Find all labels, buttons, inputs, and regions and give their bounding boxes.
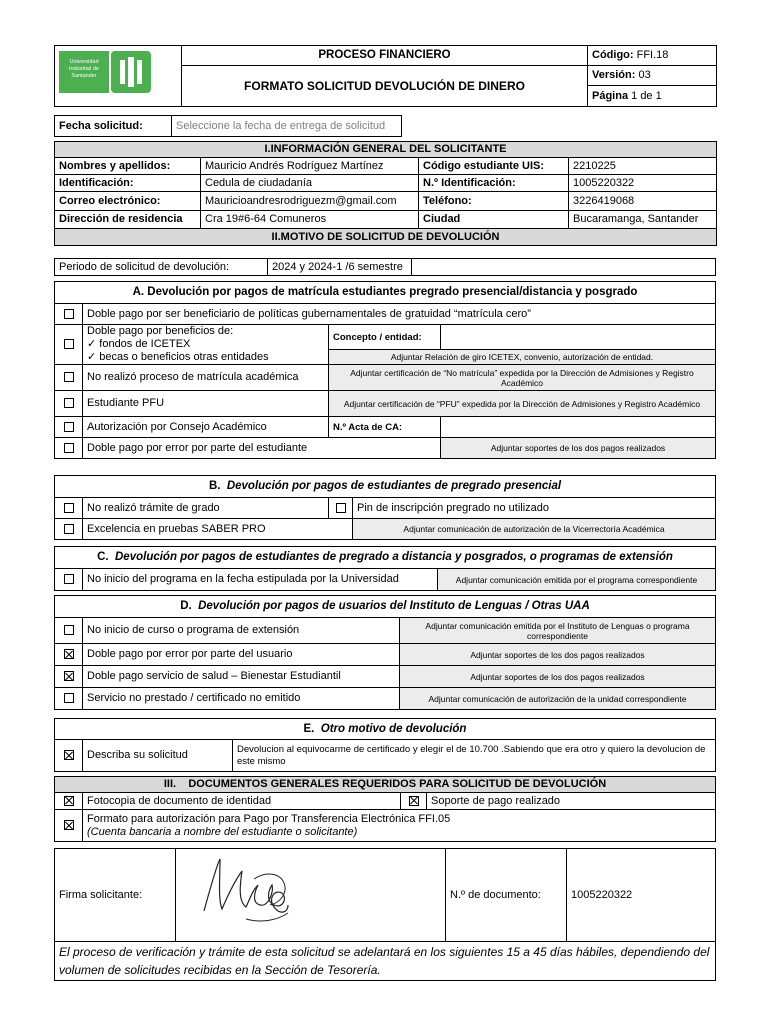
concept-label: Concepto / entidad: — [329, 325, 441, 350]
item-a2-line2: ✓ fondos de ICETEX — [87, 338, 191, 350]
section-e-letter: E. — [303, 722, 315, 735]
checkbox-a5[interactable] — [64, 422, 74, 432]
item-d4-label: Servicio no prestado / certificado no emitido — [83, 688, 400, 710]
item-a4-note: Adjuntar certificación de “PFU” expedida por la Dirección de Admisiones y Registro Académico — [329, 391, 716, 417]
item-iii3-line2: (Cuenta bancaria a nombre del estudiante o solicitante) — [87, 825, 358, 838]
checkbox-d2[interactable] — [64, 649, 74, 659]
section-1-title: I.INFORMACIÓN GENERAL DEL SOLICITANTE — [55, 142, 717, 158]
section-a-table — [54, 281, 716, 459]
doc-number-value[interactable]: 1005220322 — [567, 849, 716, 942]
checkbox-e1[interactable] — [64, 750, 74, 760]
version-label: Versión: — [592, 69, 636, 81]
names-label: Nombres y apellidos: — [55, 158, 201, 175]
item-a3-label: No realizó proceso de matrícula académica — [83, 365, 329, 391]
section-e-title-text: Otro motivo de devolución — [320, 722, 467, 735]
logo-text: Universidad Industrial de Santander — [59, 51, 109, 93]
city-value[interactable]: Bucaramanga, Santander — [569, 211, 717, 229]
section-a-title: A. Devolución por pagos de matrícula estudiantes pregrado presencial/distancia y posgrado — [55, 282, 716, 304]
section-3-table — [54, 776, 716, 842]
checkbox-a2[interactable] — [64, 339, 74, 349]
item-a2-note: Adjuntar Relación de giro ICETEX, convenio, autorización de entidad. — [329, 350, 716, 365]
item-iii3-label — [83, 810, 716, 842]
item-b3-label: Excelencia en pruebas SABER PRO — [83, 519, 353, 540]
logo-mark-icon — [111, 51, 151, 93]
checkbox-iii1[interactable] — [64, 796, 74, 806]
email-value[interactable]: Mauricioandresrodriguezm@gmail.com — [201, 192, 419, 211]
item-iii3-line1: Formato para autorización para Pago por Transferencia Electrónica FFI.05 — [87, 812, 451, 825]
id-number-label: N.º Identificación: — [419, 175, 569, 192]
logo-cell — [55, 46, 182, 107]
id-number-value[interactable]: 1005220322 — [569, 175, 717, 192]
item-a6-note: Adjuntar soportes de los dos pagos realizados — [441, 438, 716, 459]
header-table — [54, 45, 717, 107]
city-label: Ciudad — [419, 211, 569, 229]
address-value[interactable]: Cra 19#6-64 Comuneros — [201, 211, 419, 229]
page-label: Página — [592, 89, 629, 102]
item-c1-note: Adjuntar comunicación emitida por el programa correspondiente — [438, 569, 716, 591]
request-date-label: Fecha solicitud: — [55, 116, 172, 137]
phone-label: Teléfono: — [419, 192, 569, 211]
code-cell — [588, 46, 717, 66]
item-b1-label: No realizó trámite de grado — [83, 498, 329, 519]
signature-field[interactable] — [176, 849, 446, 942]
item-iii2-label: Soporte de pago realizado — [427, 793, 716, 810]
item-a2-label — [83, 325, 329, 365]
email-label: Correo electrónico: — [55, 192, 201, 211]
section-b-table — [54, 475, 716, 540]
item-d3-label: Doble pago servicio de salud – Bienestar Estudiantil — [83, 666, 400, 688]
item-a2-line1: Doble pago por beneficios de: — [87, 325, 234, 337]
checkbox-b3[interactable] — [64, 524, 74, 534]
request-date-field[interactable]: Seleccione la fecha de entrega de solicitud — [172, 116, 402, 137]
concept-field[interactable] — [441, 325, 716, 350]
section-e-title — [55, 719, 716, 740]
section-d-table — [54, 595, 716, 710]
item-d3-note: Adjuntar soportes de los dos pagos realizados — [400, 666, 716, 688]
address-label: Dirección de residencia — [55, 211, 201, 229]
item-d1-note: Adjuntar comunicación emitida por el Instituto de Lenguas o programa correspondiente — [400, 618, 716, 644]
section-c-table — [54, 546, 716, 591]
section-b-letter: B. — [208, 480, 221, 492]
period-value[interactable]: 2024 y 2024-1 /6 semestre — [268, 259, 412, 276]
code-value: FFI.18 — [636, 49, 669, 61]
request-date-table — [54, 115, 716, 137]
item-d4-note: Adjuntar comunicación de autorización de la unidad correspondiente — [400, 688, 716, 710]
item-a4-label: Estudiante PFU — [83, 391, 329, 417]
item-e1-value[interactable]: Devolucion al equivocarme de certificado y elegir el de 10.700 .Sabiendo que era otro y quiero la devolucion de este mismo — [233, 740, 716, 772]
student-code-label: Código estudiante UIS: — [419, 158, 569, 175]
names-value[interactable]: Mauricio Andrés Rodríguez Martínez — [201, 158, 419, 175]
checkbox-b2[interactable] — [336, 503, 346, 513]
item-e1-label: Describa su solicitud — [83, 740, 233, 772]
section-b-title — [55, 476, 716, 498]
item-a2-line3: ✓ becas o beneficios otras entidades — [87, 351, 269, 363]
checkbox-c1[interactable] — [64, 574, 74, 584]
process-title: PROCESO FINANCIERO — [182, 46, 588, 66]
checkbox-iii3[interactable] — [64, 820, 74, 830]
item-a3-note: Adjuntar certificación de “No matrícula” expedida por la Dirección de Admisiones y Registro Académico — [329, 365, 716, 391]
section-c-letter: C. — [97, 551, 109, 563]
item-b2-label: Pin de inscripción pregrado no utilizado — [353, 498, 716, 519]
checkbox-iii2[interactable] — [409, 796, 419, 806]
version-value: 03 — [638, 69, 651, 81]
section-b-title-text: Devolución por pagos de estudiantes de pregrado presencial — [226, 480, 562, 492]
footer-note: El proceso de verificación y trámite de esta solicitud se adelantará en los siguientes 15 a 45 días hábiles, dependiendo del volumen de solicitudes recibidas en la Sección de Tesorería. — [55, 942, 716, 981]
student-code-value[interactable]: 2210225 — [569, 158, 717, 175]
item-b3-note: Adjuntar comunicación de autorización de la Vicerrectoría Académica — [353, 519, 716, 540]
id-label: Identificación: — [55, 175, 201, 192]
phone-value[interactable]: 3226419068 — [569, 192, 717, 211]
item-iii1-label: Fotocopia de documento de identidad — [83, 793, 401, 810]
section-3-num: III. — [163, 778, 177, 790]
period-label: Periodo de solicitud de devolución: — [55, 259, 268, 276]
id-value[interactable]: Cedula de ciudadanía — [201, 175, 419, 192]
section-1-table — [54, 141, 717, 246]
signature-label: Firma solicitante: — [55, 849, 176, 942]
page-value: 1 de 1 — [631, 89, 662, 102]
section-3-title-text: DOCUMENTOS GENERALES REQUERIDOS PARA SOLICITUD DE DEVOLUCIÓN — [188, 778, 607, 790]
uis-logo — [55, 47, 181, 106]
doc-number-label: N.º de documento: — [446, 849, 567, 942]
item-d2-note: Adjuntar soportes de los dos pagos realizados — [400, 644, 716, 666]
section-e-table — [54, 718, 716, 772]
signature-image — [176, 849, 446, 937]
acta-label: N.º Acta de CA: — [329, 417, 441, 438]
checkbox-a1[interactable] — [64, 309, 74, 319]
item-a1-label: Doble pago por ser beneficiario de políticas gubernamentales de gratuidad “matrícula cero” — [83, 304, 716, 325]
form-title: FORMATO SOLICITUD DEVOLUCIÓN DE DINERO — [182, 66, 588, 107]
section-c-title — [55, 547, 716, 569]
section-3-title — [55, 777, 716, 793]
code-label: Código: — [592, 49, 634, 61]
checkbox-d3[interactable] — [64, 671, 74, 681]
item-a5-label: Autorización por Consejo Académico — [83, 417, 329, 438]
version-cell — [588, 66, 717, 86]
section-2-title: II.MOTIVO DE SOLICITUD DE DEVOLUCIÓN — [55, 229, 717, 246]
item-a6-label: Doble pago por error por parte del estudiante — [83, 438, 441, 459]
signature-table — [54, 848, 716, 981]
section-c-title-text: Devolución por pagos de estudiantes de pregrado a distancia y posgrados, o programas de extensión — [115, 551, 673, 563]
period-table — [54, 258, 716, 276]
section-d-letter: D. — [180, 600, 192, 612]
checkbox-d1[interactable] — [64, 625, 74, 635]
checkbox-a6[interactable] — [64, 443, 74, 453]
checkbox-d4[interactable] — [64, 693, 74, 703]
section-d-title-text: Devolución por pagos de usuarios del Instituto de Lenguas / Otras UAA — [198, 600, 590, 612]
checkbox-b1[interactable] — [64, 503, 74, 513]
checkbox-a3[interactable] — [64, 372, 74, 382]
item-c1-label: No inicio del programa en la fecha estipulada por la Universidad — [83, 569, 438, 591]
item-d1-label: No inicio de curso o programa de extensión — [83, 618, 400, 644]
page-cell — [588, 86, 717, 107]
checkbox-a4[interactable] — [64, 398, 74, 408]
section-d-title — [55, 596, 716, 618]
acta-field[interactable] — [441, 417, 716, 438]
item-d2-label: Doble pago por error por parte del usuario — [83, 644, 400, 666]
